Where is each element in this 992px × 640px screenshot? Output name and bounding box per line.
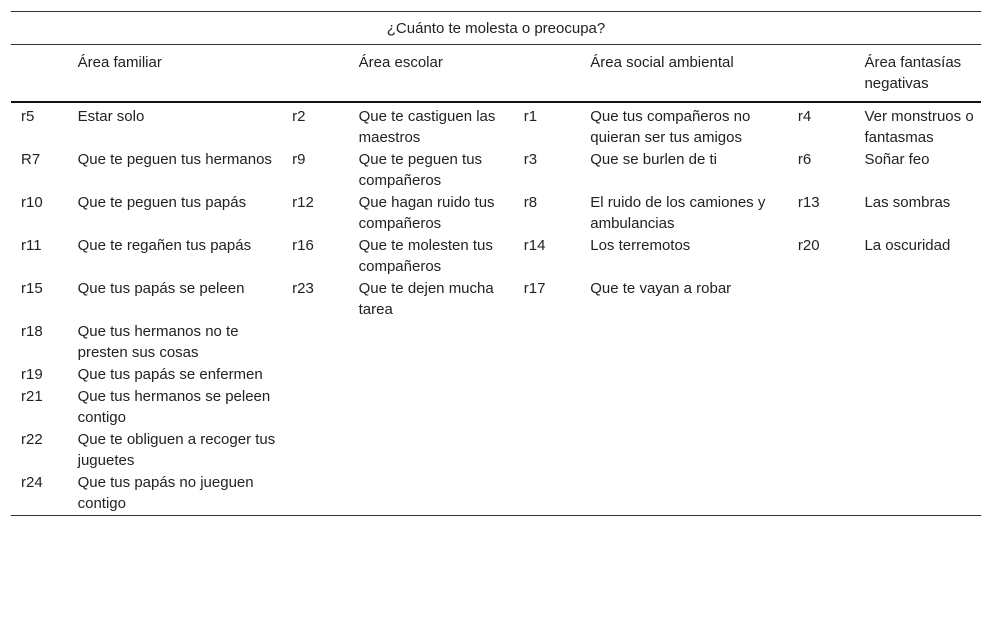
- item-code: r23: [292, 280, 314, 297]
- table-row: [11, 192, 981, 235]
- item-text: Que te regañen tus papás: [77, 237, 252, 254]
- item-code: r2: [292, 108, 306, 125]
- header-empty: [798, 45, 865, 103]
- item-text: Soñar feo: [864, 151, 930, 168]
- item-text: [359, 472, 524, 516]
- item-code: [292, 386, 359, 429]
- item-text: [359, 429, 524, 472]
- item-code: r15: [21, 280, 43, 297]
- item-text: [590, 472, 798, 516]
- item-code: [524, 472, 591, 516]
- item-code: r20: [797, 237, 820, 254]
- item-code: r11: [21, 237, 42, 254]
- item-text: Que te vayan a robar: [590, 280, 732, 297]
- item-code: [292, 472, 359, 516]
- item-code: r4: [797, 108, 812, 125]
- item-text: La oscuridad: [864, 237, 951, 254]
- item-code: [292, 429, 359, 472]
- item-code: r6: [797, 151, 812, 168]
- item-text: [590, 429, 798, 472]
- item-code: r1: [523, 108, 538, 125]
- item-code: [798, 472, 865, 516]
- item-code: r18: [21, 323, 43, 340]
- item-text: Que te castiguen las maestros: [358, 108, 496, 146]
- item-text: Que tus hermanos se peleen contigo: [77, 388, 271, 426]
- item-code: r5: [21, 108, 35, 125]
- header-area-familiar: Área familiar: [78, 45, 292, 103]
- item-code: r21: [21, 388, 43, 405]
- table-row: [11, 364, 981, 386]
- item-text: Que te dejen mucha tarea: [358, 280, 494, 318]
- table-row: [11, 321, 981, 364]
- table-row: [11, 386, 981, 429]
- worry-table: [11, 11, 981, 516]
- item-code: r14: [523, 237, 546, 254]
- item-text: Que tus papás se peleen: [77, 280, 245, 297]
- item-text: El ruido de los camiones y ambulancias: [590, 194, 766, 232]
- item-code: [524, 386, 591, 429]
- item-code: [292, 364, 359, 386]
- item-text: Que te molesten tus compañeros: [358, 237, 493, 275]
- item-code: [292, 321, 359, 364]
- item-text: [864, 429, 981, 472]
- item-code: r9: [292, 151, 306, 168]
- header-area-social: Área social ambiental: [590, 45, 798, 103]
- table-container: [11, 11, 981, 516]
- item-text: Que te obliguen a recoger tus juguetes: [77, 431, 276, 469]
- table-row: [11, 235, 981, 278]
- item-text: [864, 386, 981, 429]
- item-code: [798, 321, 865, 364]
- item-text: Que se burlen de ti: [590, 151, 717, 168]
- table-row: [11, 149, 981, 192]
- item-text: [864, 472, 981, 516]
- item-text: Las sombras: [864, 194, 951, 211]
- item-code: [524, 364, 591, 386]
- item-text: Que tus papás se enfermen: [77, 366, 263, 383]
- header-area-escolar: Área escolar: [359, 45, 524, 103]
- item-text: [590, 386, 798, 429]
- header-empty: [524, 45, 591, 103]
- item-text: Ver monstruos o fantasmas: [864, 108, 974, 146]
- header-area-fantasias: Área fantasías negativas: [864, 45, 981, 103]
- item-code: [798, 386, 865, 429]
- item-code: r8: [523, 194, 538, 211]
- item-text: Que te peguen tus hermanos: [77, 151, 272, 168]
- item-text: Que tus compañeros no quieran ser tus amigos: [590, 108, 751, 146]
- item-code: r10: [21, 194, 43, 211]
- item-code: r13: [797, 194, 820, 211]
- item-code: r22: [21, 431, 43, 448]
- item-code: r17: [523, 280, 546, 297]
- table-title: ¿Cuánto te molesta o preocupa?: [11, 12, 981, 45]
- item-code: r24: [11, 472, 78, 516]
- item-code: r3: [523, 151, 538, 168]
- table-row: [11, 102, 981, 149]
- item-code: R7: [21, 151, 41, 168]
- item-text: Que hagan ruido tus compañeros: [358, 194, 495, 232]
- header-empty: [11, 45, 78, 103]
- item-text: Que te peguen tus compañeros: [358, 151, 483, 189]
- item-code: r19: [21, 366, 43, 383]
- item-code: [798, 364, 865, 386]
- item-text: [359, 321, 524, 364]
- item-text: [359, 364, 524, 386]
- item-text: Que te peguen tus papás: [77, 194, 247, 211]
- table-title-row: [11, 12, 981, 45]
- item-text: [590, 321, 798, 364]
- item-text: [864, 364, 981, 386]
- header-empty: [292, 45, 359, 103]
- table-header-row: [11, 45, 981, 103]
- item-code: r16: [292, 237, 314, 254]
- item-text: Los terremotos: [590, 237, 691, 254]
- item-text: [590, 364, 798, 386]
- item-text: Que tus papás no jueguen contigo: [78, 472, 292, 516]
- item-text: [864, 321, 981, 364]
- item-text: Que tus hermanos no te presten sus cosas: [77, 323, 239, 361]
- item-text: [864, 278, 981, 321]
- table-row: [11, 472, 981, 516]
- item-text: [359, 386, 524, 429]
- item-code: [524, 429, 591, 472]
- table-row: [11, 278, 981, 321]
- item-code: [798, 278, 865, 321]
- item-code: [798, 429, 865, 472]
- item-code: [524, 321, 591, 364]
- table-row: [11, 429, 981, 472]
- item-code: r12: [292, 194, 314, 211]
- item-text: Estar solo: [77, 108, 145, 125]
